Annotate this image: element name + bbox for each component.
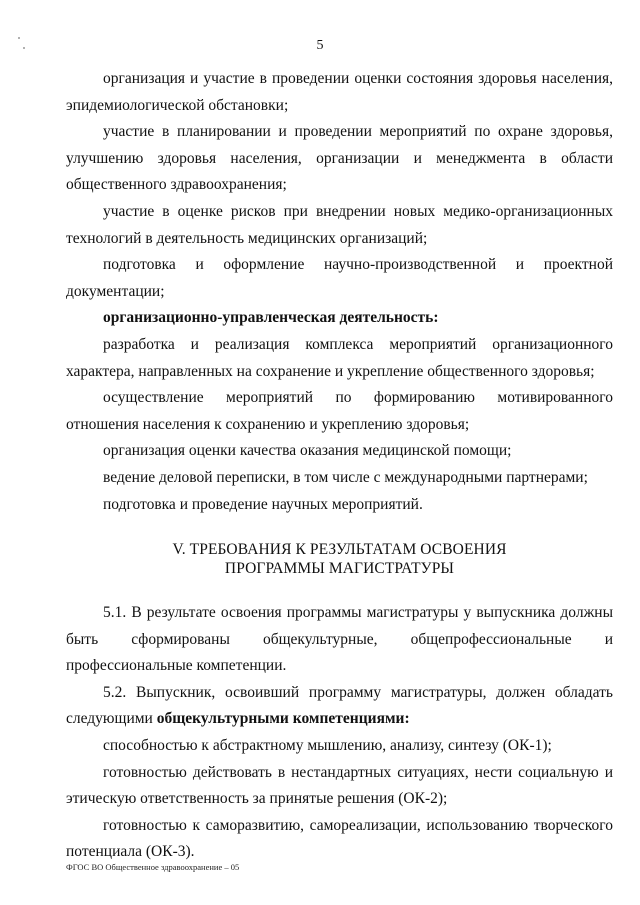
paragraph: подготовка и проведение научных мероприятий. xyxy=(103,495,423,513)
section-label: организационно-управленческая деятельность: xyxy=(103,309,439,327)
page-footer: ФГОС ВО Общественное здравоохранение – 05 xyxy=(66,862,240,872)
paragraph: 5.1. В результате освоения программы магистратуры у выпускника должны быть сформированы общекультурные, общепрофессиональные и профессиональные компетенции. xyxy=(66,604,613,675)
heading-line: V. ТРЕБОВАНИЯ К РЕЗУЛЬТАТАМ ОСВОЕНИЯ xyxy=(172,541,507,559)
paragraph: организация и участие в проведении оценки состояния здоровья населения, эпидемиологической обстановки; xyxy=(66,70,613,114)
paragraph: участие в планировании и проведении мероприятий по охране здоровья, улучшению здоровья населения, организации и менеджмента в области общественного здравоохранения; xyxy=(66,123,613,194)
paragraph: осуществление мероприятий по формированию мотивированного отношения населения к сохранению и укреплению здоровья; xyxy=(66,389,613,433)
paragraph: ведение деловой переписки, в том числе с международными партнерами; xyxy=(103,468,588,486)
section-heading xyxy=(66,540,613,578)
page-number: 5 xyxy=(316,38,324,53)
heading-line: ПРОГРАММЫ МАГИСТРАТУРЫ xyxy=(224,560,455,578)
bold-term: общекультурными компетенциями: xyxy=(156,710,410,728)
competency-item: способностью к абстрактному мышлению, анализу, синтезу (ОК-1); xyxy=(103,737,552,755)
competency-item: готовностью к саморазвитию, самореализации, использованию творческого потенциала (ОК-3). xyxy=(66,816,613,861)
paragraph: участие в оценке рисков при внедрении новых медико-организационных технологий в деятельность медицинских организаций; xyxy=(66,202,613,247)
paragraph: организация оценки качества оказания медицинской помощи; xyxy=(103,442,512,460)
paragraph-text: 5.2. Выпускник, освоивший программу магистратуры, должен обладать следующими xyxy=(66,683,613,728)
competency-item: готовностью действовать в нестандартных ситуациях, нести социальную и этическую ответственность за принятые решения (ОК-2); xyxy=(66,763,613,808)
paragraph: подготовка и оформление научно-производственной и проектной документации; xyxy=(66,256,613,300)
paragraph: разработка и реализация комплекса мероприятий организационного характера, направленных на сохранение и укрепление общественного здоровья; xyxy=(66,335,613,380)
document-body xyxy=(66,66,613,866)
paragraph xyxy=(66,680,613,733)
